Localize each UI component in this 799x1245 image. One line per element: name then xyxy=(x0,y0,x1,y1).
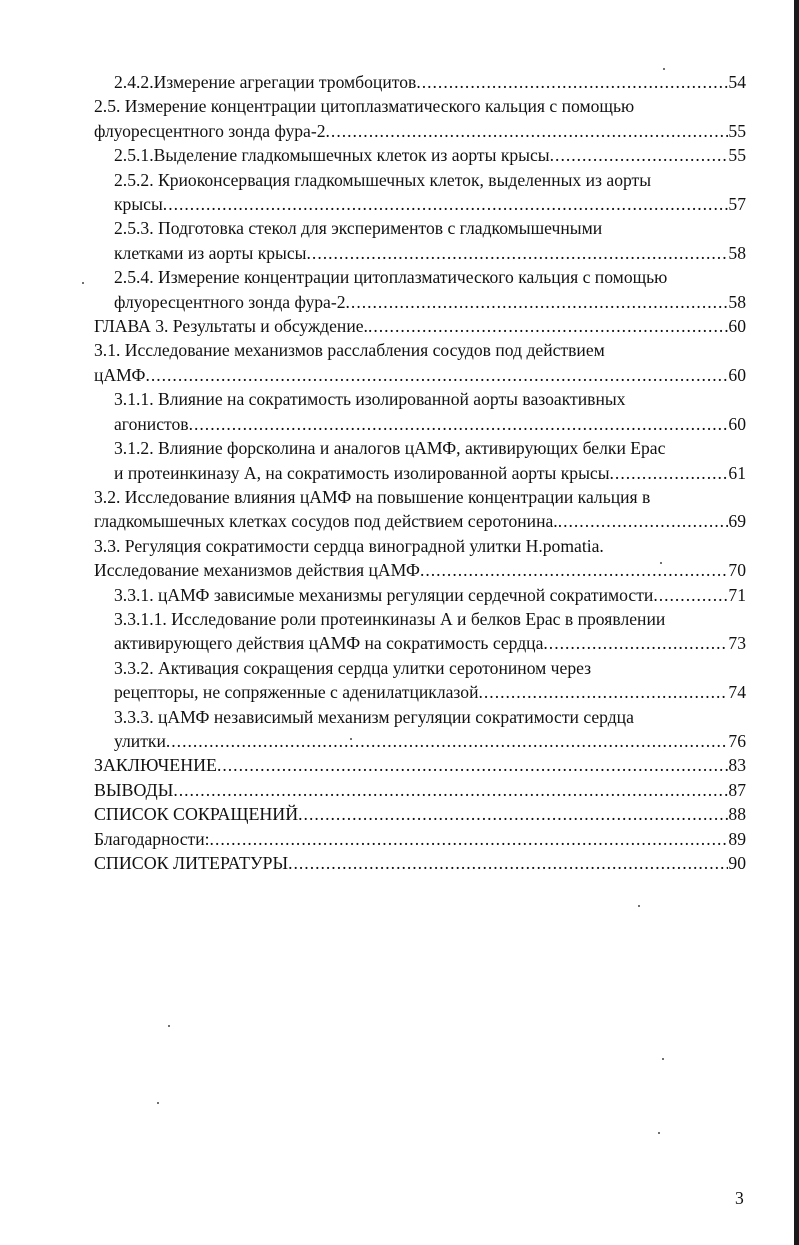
toc-page-number: 73 xyxy=(728,633,746,654)
toc-entry-title: 2.5.1.Выделение гладкомышечных клеток из аорты крысы xyxy=(114,145,550,166)
toc-dot-leader xyxy=(210,827,729,851)
toc-entry-leader-line xyxy=(114,192,746,216)
toc-page-number: 89 xyxy=(728,828,746,849)
toc-entry-title: клетками из аорты крысы xyxy=(114,242,307,263)
toc-entry-line: 2.5. Измерение концентрации цитоплазматического кальция с помощью xyxy=(94,96,635,117)
toc-dot-leader xyxy=(346,290,729,314)
toc-dot-leader xyxy=(173,778,728,802)
toc-entry-leader-line xyxy=(114,461,746,485)
toc-entry-title: ВЫВОДЫ xyxy=(94,779,174,800)
toc-dot-leader xyxy=(298,802,728,826)
toc-dot-leader xyxy=(368,314,728,338)
toc-page-number: 61 xyxy=(728,462,746,483)
toc-entry-line: 3.1.2. Влияние форсколина и аналогов цАМФ, активирующих белки Epac xyxy=(114,438,666,459)
toc-entry-line: 3.2. Исследование влияния цАМФ на повышение концентрации кальция в xyxy=(94,486,651,507)
toc-entry-leader-line xyxy=(94,802,746,826)
toc-entry xyxy=(94,338,746,387)
toc-dot-leader xyxy=(550,143,729,167)
toc-dot-leader xyxy=(420,558,728,582)
toc-entry-leader-line xyxy=(94,753,746,777)
scan-speck xyxy=(157,1102,159,1104)
toc-entry xyxy=(94,70,746,94)
toc-dot-leader xyxy=(416,70,728,94)
toc-entry-leader-line xyxy=(94,314,746,338)
toc-entry-title: 2.4.2.Измерение агрегации тромбоцитов xyxy=(114,72,417,92)
toc-entry-title: Исследование механизмов действия цАМФ xyxy=(94,560,420,581)
toc-entry-leader-line xyxy=(114,241,746,265)
toc-entry-leader-line xyxy=(94,363,746,387)
toc-page-number: 58 xyxy=(728,242,746,263)
toc-entry-line: 3.3.2. Активация сокращения сердца улитки серотонином через xyxy=(114,657,592,678)
scan-speck xyxy=(82,282,84,284)
toc-entry-line: 2.5.4. Измерение концентрации цитоплазматического кальция с помощью xyxy=(114,267,668,288)
toc-dot-leader xyxy=(307,241,729,265)
toc-entry xyxy=(94,802,746,826)
toc-entry-title: флуоресцентного зонда фура-2 xyxy=(94,120,326,141)
scan-page-edge xyxy=(794,0,799,1245)
toc-entry-leader-line xyxy=(94,509,746,533)
toc-entry-leader-line xyxy=(114,143,746,167)
toc-entry-title: рецепторы, не сопряженные с аденилатциклазой xyxy=(114,682,479,703)
toc-dot-leader xyxy=(558,509,729,533)
toc-page-number: 83 xyxy=(728,755,746,776)
toc-entry-title: и протеинкиназу А, на сократимость изолированной аорты крысы xyxy=(114,462,610,483)
toc-entry-line: 3.3.1.1. Исследование роли протеинкиназы А и белков Epac в проявлении xyxy=(114,608,666,629)
toc-page-number: 90 xyxy=(728,853,746,873)
toc-page-number: 55 xyxy=(728,120,746,141)
toc-entry-title: улитки xyxy=(114,730,166,751)
toc-entry xyxy=(94,656,746,705)
toc-page-number: 88 xyxy=(728,804,746,825)
toc-dot-leader xyxy=(288,851,728,875)
toc-entry-title: ГЛАВА 3. Результаты и обсуждение. xyxy=(94,316,368,337)
toc-page-number: 58 xyxy=(728,291,746,312)
toc-entry-line: 3.1.1. Влияние на сократимость изолированной аорты вазоактивных xyxy=(114,389,626,410)
toc-entry xyxy=(94,827,746,851)
toc-dot-leader xyxy=(163,192,729,216)
toc-dot-leader xyxy=(543,631,728,655)
toc-entry-leader-line xyxy=(114,631,746,655)
toc-entry-title: Благодарности: xyxy=(94,828,210,849)
toc-page-number: 69 xyxy=(728,511,746,532)
toc-page-number: 74 xyxy=(728,682,746,703)
toc-page-number: 76 xyxy=(728,730,746,751)
toc-entry-title: цАМФ xyxy=(94,364,146,385)
scan-speck xyxy=(638,905,640,907)
toc-entry-line: 3.3. Регуляция сократимости сердца виноградной улитки H.pomatia. xyxy=(94,535,604,556)
toc-dot-leader xyxy=(189,412,729,436)
toc-entry xyxy=(94,94,746,143)
toc-entry xyxy=(94,607,746,656)
toc-entry-leader-line xyxy=(114,680,746,704)
toc-entry-title: СПИСОК СОКРАЩЕНИЙ xyxy=(94,804,299,825)
toc-page-number: 55 xyxy=(728,145,746,166)
toc-entry xyxy=(94,705,746,754)
toc-entry-title: флуоресцентного зонда фура-2 xyxy=(114,291,346,312)
toc-page-number: 70 xyxy=(728,560,746,581)
toc-entry xyxy=(94,387,746,436)
toc-entry xyxy=(94,851,746,875)
toc-entry-title: активирующего действия цАМФ на сократимость сердца xyxy=(114,633,544,654)
toc-entry xyxy=(94,753,746,777)
toc-entry-leader-line xyxy=(114,729,746,753)
toc-page-number: 57 xyxy=(728,194,746,215)
toc-dot-leader xyxy=(479,680,729,704)
toc-page-number: 60 xyxy=(728,316,746,337)
toc-entry-title: крысы xyxy=(114,194,163,215)
toc-entry-line: 3.1. Исследование механизмов расслабления сосудов под действием xyxy=(94,340,605,361)
toc-page-number: 71 xyxy=(728,584,746,605)
toc-dot-leader xyxy=(610,461,729,485)
toc-page-number: 60 xyxy=(728,364,746,385)
toc-entry-leader-line xyxy=(114,70,746,94)
toc-entry-title: СПИСОК ЛИТЕРАТУРЫ xyxy=(94,853,289,873)
toc-page-number: 87 xyxy=(728,779,746,800)
table-of-contents xyxy=(94,70,746,875)
toc-entry xyxy=(94,534,746,583)
toc-entry-line: 3.3.3. цАМФ независимый механизм регуляции сократимости сердца xyxy=(114,706,634,727)
toc-dot-leader xyxy=(217,753,728,777)
toc-dot-leader xyxy=(166,729,729,753)
toc-entry xyxy=(94,778,746,802)
scan-speck xyxy=(658,1132,660,1134)
toc-entry xyxy=(94,436,746,485)
toc-entry-leader-line xyxy=(94,558,746,582)
toc-entry-leader-line xyxy=(94,778,746,802)
toc-entry-line: 2.5.3. Подготовка стекол для экспериментов с гладкомышечными xyxy=(114,218,603,239)
toc-page-number: 60 xyxy=(728,413,746,434)
scan-speck xyxy=(350,738,352,740)
toc-dot-leader xyxy=(326,119,729,143)
toc-page-number: 54 xyxy=(728,72,746,92)
toc-entry-leader-line xyxy=(114,583,746,607)
toc-entry xyxy=(94,314,746,338)
scan-speck xyxy=(660,562,662,564)
toc-entry-line: 2.5.2. Криоконсервация гладкомышечных клеток, выделенных из аорты xyxy=(114,169,652,190)
toc-entry xyxy=(94,583,746,607)
toc-dot-leader xyxy=(653,583,728,607)
toc-dot-leader xyxy=(145,363,728,387)
toc-entry-title: агонистов xyxy=(114,413,189,434)
toc-entry-leader-line xyxy=(94,827,746,851)
toc-entry-title: гладкомышечных клетках сосудов под действием серотонина. xyxy=(94,511,558,532)
toc-entry-leader-line xyxy=(94,119,746,143)
toc-entry-leader-line xyxy=(114,290,746,314)
toc-entry xyxy=(94,168,746,217)
toc-entry-title: 3.3.1. цАМФ зависимые механизмы регуляции сердечной сократимости xyxy=(114,584,654,605)
toc-entry xyxy=(94,265,746,314)
scan-speck xyxy=(663,68,665,70)
scan-speck xyxy=(662,1058,664,1060)
toc-entry-title: ЗАКЛЮЧЕНИЕ xyxy=(94,755,217,776)
toc-entry xyxy=(94,216,746,265)
toc-entry-leader-line xyxy=(94,851,746,875)
toc-entry-leader-line xyxy=(114,412,746,436)
scan-speck xyxy=(168,1025,170,1027)
toc-entry xyxy=(94,143,746,167)
toc-entry xyxy=(94,485,746,534)
page-number: 3 xyxy=(735,1188,744,1208)
